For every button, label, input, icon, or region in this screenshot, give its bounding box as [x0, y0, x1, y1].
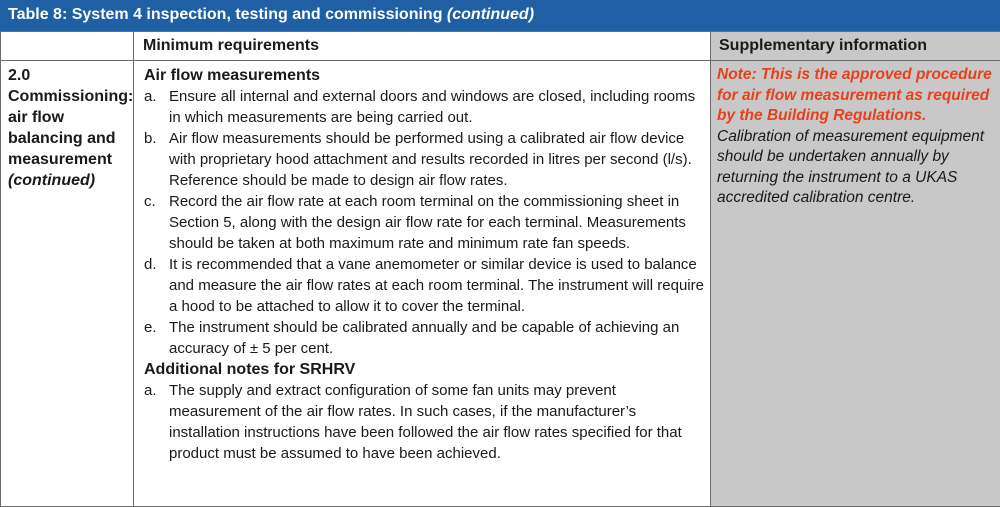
ref-continued: (continued)	[8, 172, 96, 189]
list-item-text: The instrument should be calibrated annually and be capable of achieving an accuracy of ± 5 per cent.	[169, 319, 680, 357]
section-heading: Additional notes for SRHRV	[144, 361, 356, 378]
ref-title-line: Commissioning:	[8, 88, 134, 105]
table-title-bar	[0, 0, 1000, 31]
section-heading: Air flow measurements	[144, 67, 321, 84]
header-col-ref	[1, 32, 134, 61]
list-item-letter: e.	[144, 319, 157, 336]
list-item-letter: a.	[144, 382, 157, 399]
list-item	[144, 86, 710, 128]
list-item	[144, 128, 710, 191]
list-item-text: Ensure all internal and external doors and windows are closed, including rooms in which measurements are being carried out.	[169, 88, 696, 126]
list-item-letter: a.	[144, 88, 157, 105]
ref-title-line: measurement	[8, 151, 113, 168]
minimum-requirements-cell	[134, 61, 711, 507]
list-item-text: Record the air flow rate at each room terminal on the commissioning sheet in Section 5, along with the design air flow rate for each terminal. Measurements should be taken at both maximum rate and minimum rate fan speeds.	[169, 193, 686, 252]
calibration-note: Calibration of measurement equipment should be undertaken annually by returning the instrument to a UKAS accredited calibration centre.	[717, 127, 985, 206]
list-item-text: Air flow measurements should be performed using a calibrated air flow device with proprietary hood attachment and results recorded in litres per second (l/s). Reference should be made to design air flow rates.	[169, 130, 692, 189]
header-col-supplementary-information: Supplementary information	[711, 32, 1000, 61]
row-reference-cell	[1, 61, 134, 507]
list-item-letter: c.	[144, 193, 156, 210]
table-title-suffix: (continued)	[446, 6, 535, 23]
list-item-text: The supply and extract configuration of some fan units may prevent measurement of the air flow rates. In such cases, if the manufacturer’s installation instructions have been followed the air flow rates specified for that product must be assumed to have been achieved.	[169, 382, 682, 462]
supplementary-information-cell	[711, 61, 1000, 507]
ref-title-line: balancing and	[8, 130, 116, 147]
table-row	[1, 61, 1000, 507]
list-item-letter: b.	[144, 130, 157, 147]
list-item	[144, 317, 710, 359]
list-item	[144, 380, 710, 464]
list-item-text: It is recommended that a vane anemometer or similar device is used to balance and measure the air flow rates at each room terminal. The instrument will require a hood to be attached to allow it to cover the terminal.	[169, 256, 704, 315]
list-item	[144, 254, 710, 317]
list-item	[144, 191, 710, 254]
list-item-letter: d.	[144, 256, 157, 273]
header-col-minimum-requirements: Minimum requirements	[134, 32, 711, 61]
ref-number: 2.0	[8, 67, 31, 84]
ref-title-line: air flow	[8, 109, 65, 126]
approved-procedure-note: Note: This is the approved procedure for air flow measurement as required by the Building Regulations.	[717, 66, 992, 124]
table-header-row	[1, 32, 1000, 61]
requirements-table	[0, 31, 1000, 507]
table-title: Table 8: System 4 inspection, testing and commissioning	[8, 6, 443, 23]
